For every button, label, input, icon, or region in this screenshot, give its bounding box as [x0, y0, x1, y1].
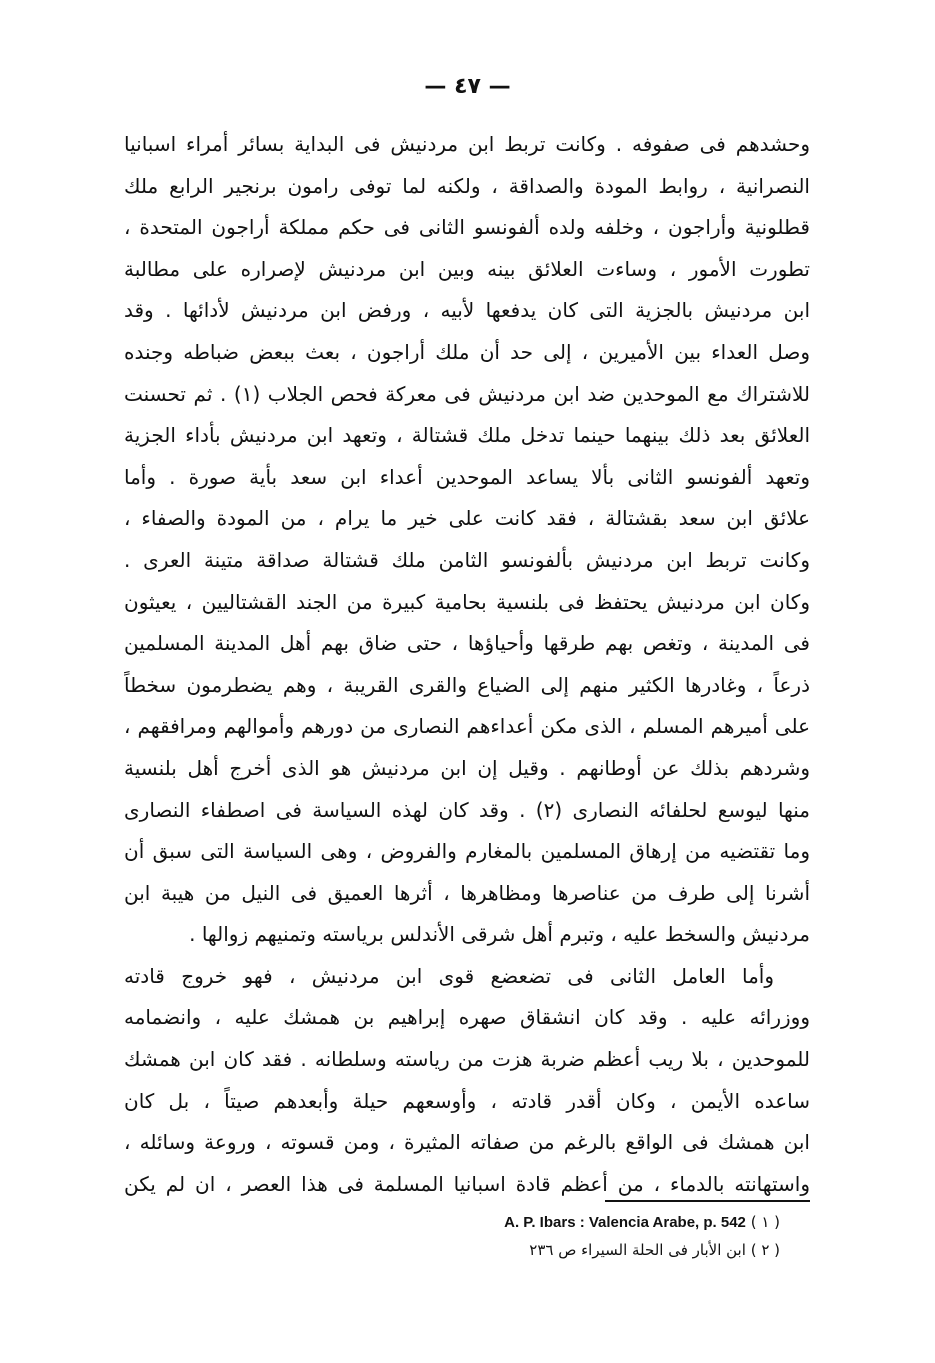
text-line: ابن همشك فى الواقع بالرغم من صفاته المثيرة ، ومن قسوته ، وروعة وسائله ، [124, 1130, 810, 1155]
text-line: على أميرهم المسلم ، الذى مكن أعداءهم النصارى من دورهم وأموالهم ومرافقهم ، [124, 714, 810, 739]
text-line: وما تقتضيه من إرهاق المسلمين بالمغارم والفروض ، وهى السياسة التى سبق أن [124, 839, 810, 864]
text-line: علائق ابن سعد بقشتالة ، فقد كانت على خير ما يرام ، من المودة والصفاء ، [124, 506, 810, 531]
text-line: منها ليوسع لحلفائه النصارى (٢) . وقد كان لهذه السياسة فى اصطفاء النصارى [124, 797, 810, 822]
text-line: أشرنا إلى طرف من عناصرها ومظاهرها ، أثرها العميق فى النيل من هيبة ابن [124, 880, 810, 905]
text-line: للموحدين ، بلا ريب أعظم ضربة هزت من رياسته وسلطانه . فقد كان ابن همشك [124, 1047, 810, 1072]
text-line: وأما العامل الثانى فى تضعضع قوى ابن مردنيش ، فهو خروج قادته [124, 963, 774, 988]
footnote-marker: ( ٢ ) [750, 1241, 780, 1259]
footnotes [340, 1208, 780, 1264]
text-line: تطورت الأمور ، وساءت العلائق بينه وبين ابن مردنيش لإصراره على مطالبة [124, 256, 810, 281]
text-line: وصل العداء بين الأميرين ، إلى حد أن ملك أراجون ، بعث ببعض ضباطه وجنده [124, 339, 810, 364]
footnote-divider [605, 1200, 810, 1202]
footnote-marker: ( ١ ) [750, 1213, 780, 1231]
footnote-item [340, 1208, 780, 1236]
text-line: العلائق بعد ذلك بينهما حينما تدخل ملك قشتالة ، وتعهد ابن مردنيش بأداء الجزية [124, 423, 810, 448]
text-line: ووزرائه عليه . وقد كان انشقاق صهره إبراهيم بن همشك عليه ، وانضمامه [124, 1005, 810, 1030]
text-line: النصرانية ، روابط المودة والصداقة ، ولكنه لما توفى رامون برنجير الرابع ملك [124, 173, 810, 198]
text-line: وكانت تربط ابن مردنيش بألفونسو الثامن ملك قشتالة صداقة متينة العرى . [124, 547, 810, 572]
text-line: وشردهم بذلك عن أوطانهم . وقيل إن ابن مردنيش هو الذى أخرج أهل بلنسية [124, 755, 810, 780]
body-text [124, 124, 810, 1205]
text-line: وتعهد ألفونسو الثانى بألا يساعد الموحدين أعداء ابن سعد بأية صورة . وأما [124, 464, 810, 489]
text-line: ذرعاً ، وغادرها الكثير منهم إلى الضياع والقرى القريبة ، وهم يضطرمون سخطاً [124, 672, 810, 697]
footnote-text: A. P. Ibars : Valencia Arabe, p. 542 [504, 1214, 746, 1231]
text-line: ساعده الأيمن ، وكان أقدر قادته ، وأوسعهم حيلة وأبعدهم صيتاً ، بل كان [124, 1088, 810, 1113]
text-line: وكان ابن مردنيش يحتفظ فى بلنسية بحامية كبيرة من الجند القشتاليين ، يعيثون [124, 589, 810, 614]
text-line: للاشتراك مع الموحدين ضد ابن مردنيش فى معركة فحص الجلاب (١) . ثم تحسنت [124, 381, 810, 406]
text-line: فى المدينة ، وتغص بهم طرقها وأحياؤها ، حتى ضاق بهم أهل المدينة المسلمين [124, 631, 810, 656]
text-line: مردنيش والسخط عليه ، وتبرم أهل شرقى الأندلس برياسته وتمنيهم زوالها . [189, 922, 810, 947]
footnote-text: ابن الأبار فى الحلة السيراء ص ٢٣٦ [529, 1241, 746, 1259]
text-line: ابن مردنيش بالجزية التى كان يدفعها لأبيه ، ورفض ابن مردنيش لأدائها . وقد [124, 298, 810, 323]
text-line: وحشدهم فى صفوفه . وكانت تربط ابن مردنيش فى البداية بسائر أمراء اسبانيا [124, 132, 810, 156]
page-number: — ٤٧ — [424, 74, 511, 99]
footnote-item [340, 1236, 780, 1264]
text-line: واستهانته بالدماء ، من أعظم قادة اسبانيا المسلمة فى هذا العصر ، ان لم يكن [124, 1171, 810, 1196]
text-line: قطلونية وأراجون ، وخلفه ولده ألفونسو الثانى فى حكم مملكة أراجون المتحدة ، [124, 215, 810, 240]
